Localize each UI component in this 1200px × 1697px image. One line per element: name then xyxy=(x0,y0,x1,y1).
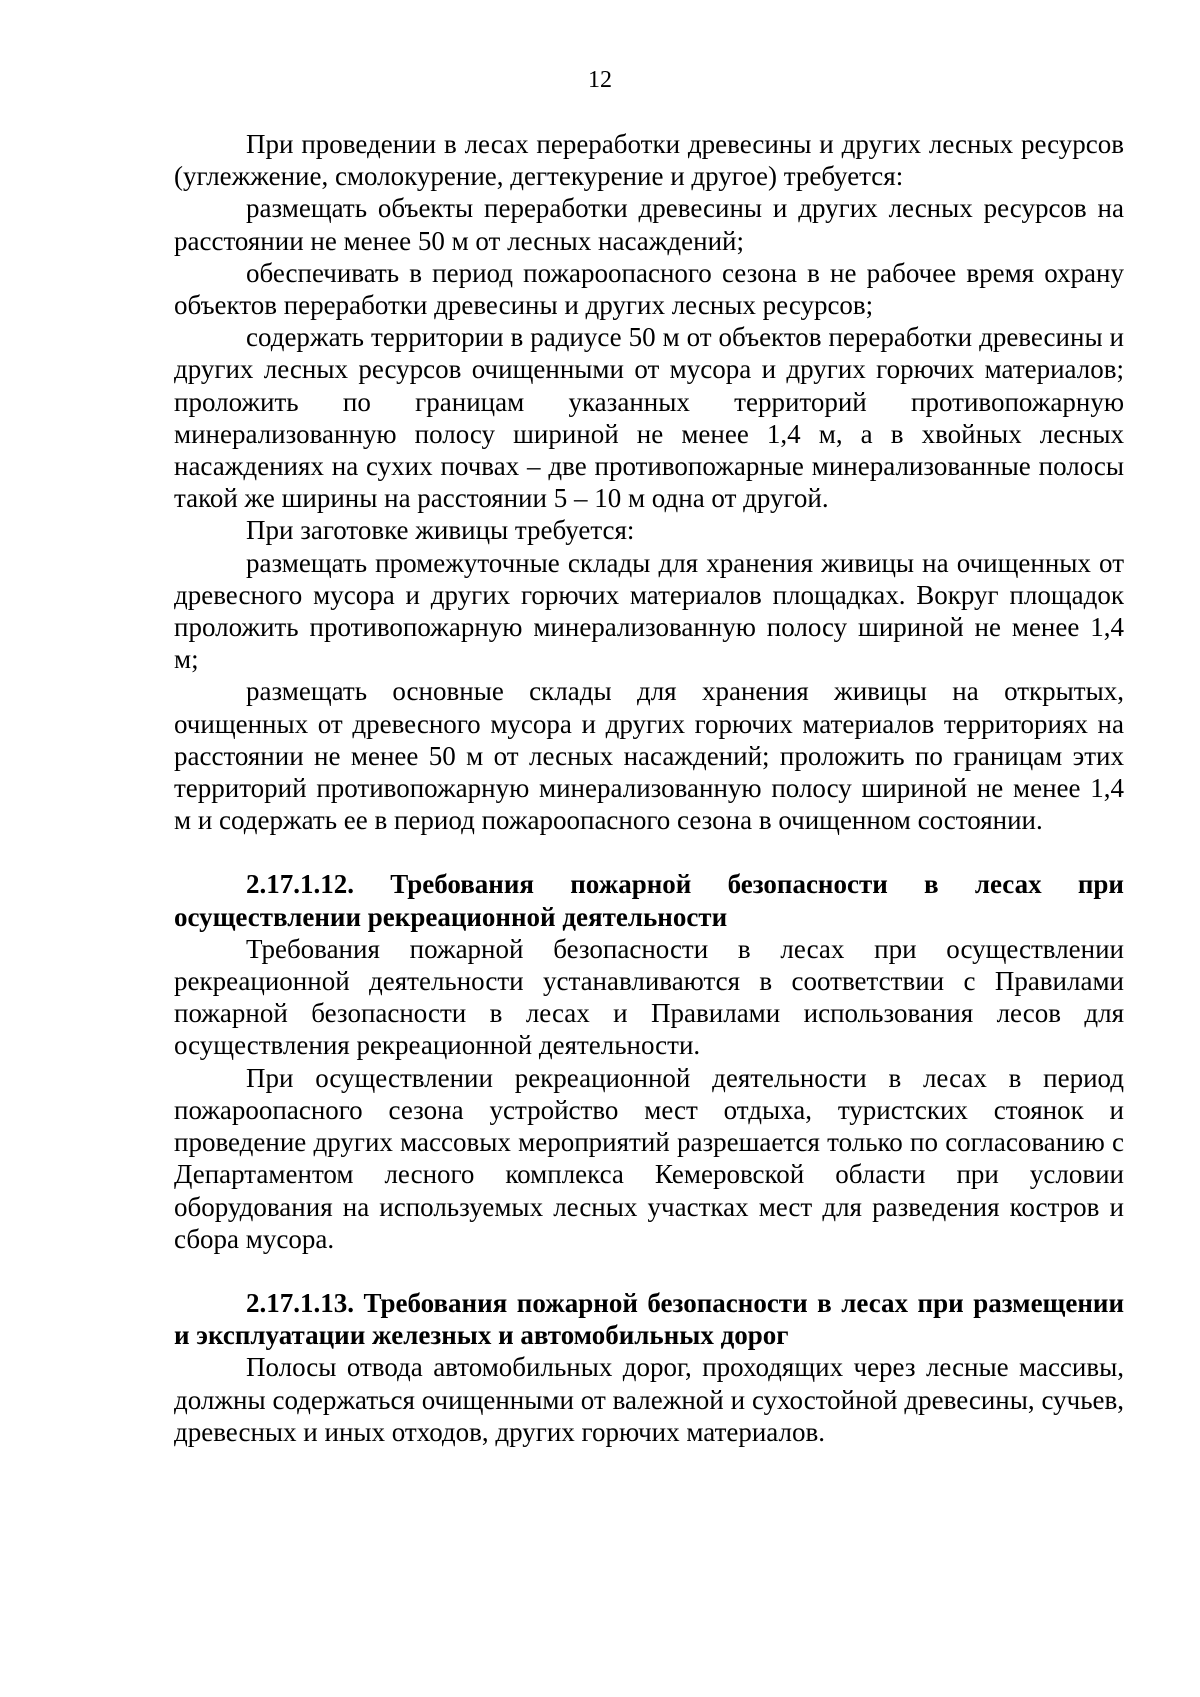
paragraph: размещать промежуточные склады для хранения живицы на очищенных от древесного мусора и других горючих материалов площадках. Вокруг площадок проложить противопожарную минерализованную полосу шириной не менее 1,4 м; xyxy=(174,547,1124,675)
section-heading: 2.17.1.12. Требования пожарной безопасности в лесах при осуществлении рекреационной деятельности xyxy=(174,869,1124,932)
page-number: 12 xyxy=(588,67,612,93)
paragraph: размещать основные склады для хранения живицы на открытых, очищенных от древесного мусора и других горючих материалов территориях на расстоянии не менее 50 м от лесных насаждений; проложить по границам этих территорий противопожарную минерализованную полосу шириной не менее 1,4 м и содержать ее в период пожароопасного сезона в очищенном состоянии. xyxy=(174,676,1124,836)
section-spacer xyxy=(174,836,1124,868)
paragraph: При заготовке живицы требуется: xyxy=(246,515,635,546)
section-heading: 2.17.1.13. Требования пожарной безопасности в лесах при размещении и эксплуатации железных и автомобильных дорог xyxy=(174,1287,1124,1351)
paragraph: Полосы отвода автомобильных дорог, проходящих через лесные массивы, должны содержаться очищенными от валежной и сухостойной древесины, сучьев, древесных и иных отходов, других горючих материалов. xyxy=(174,1352,1124,1447)
document-body xyxy=(174,128,1124,1448)
paragraph: размещать объекты переработки древесины и других лесных ресурсов на расстоянии не менее 50 м от лесных насаждений; xyxy=(174,193,1124,256)
paragraph: содержать территории в радиусе 50 м от объектов переработки древесины и других лесных ресурсов очищенными от мусора и других горючих материалов; проложить по границам указанных территорий противопожарную минерализованную полосу шириной не менее 1,4 м, а в хвойных лесных насаждениях на сухих почвах – две противопожарные минерализованные полосы такой же ширины на расстоянии 5 – 10 м одна от другой. xyxy=(174,322,1124,514)
section-spacer xyxy=(174,1255,1124,1287)
paragraph: обеспечивать в период пожароопасного сезона в не рабочее время охрану объектов переработки древесины и других лесных ресурсов; xyxy=(174,257,1124,321)
paragraph: При осуществлении рекреационной деятельности в лесах в период пожароопасного сезона устройство мест отдыха, туристских стоянок и проведение других массовых мероприятий разрешается только по согласованию с Департаментом лесного комплекса Кемеровской области при условии оборудования на используемых лесных участках мест для разведения костров и сбора мусора. xyxy=(174,1062,1124,1254)
paragraph: При проведении в лесах переработки древесины и других лесных ресурсов (углежжение, смолокурение, дегтекурение и другое) требуется: xyxy=(174,129,1124,192)
paragraph: Требования пожарной безопасности в лесах при осуществлении рекреационной деятельности устанавливаются в соответствии с Правилами пожарной безопасности в лесах и Правилами использования лесов для осуществления рекреационной деятельности. xyxy=(174,933,1124,1061)
